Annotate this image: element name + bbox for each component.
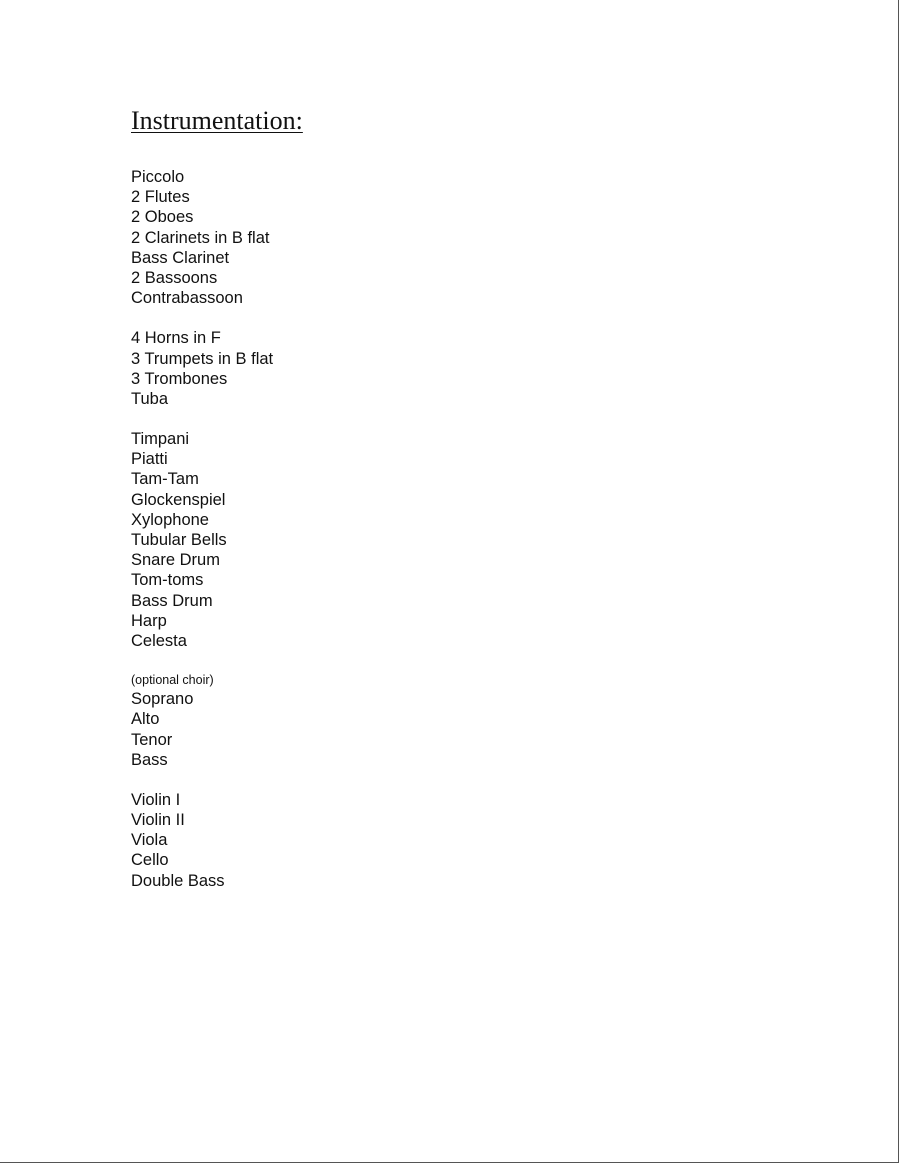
instrument-item: Contrabassoon — [131, 289, 243, 308]
instrument-item: 3 Trombones — [131, 369, 228, 388]
instrument-item: Violin I — [131, 790, 181, 809]
instrument-item: Violin II — [131, 811, 185, 830]
instrument-item: Soprano — [131, 690, 194, 709]
instrument-item: Timpani — [131, 430, 190, 449]
woodwinds-group — [131, 167, 631, 308]
instrument-item: Bass — [131, 750, 168, 769]
instrument-item: Snare Drum — [131, 551, 220, 570]
instrument-item: Bass Clarinet — [131, 248, 230, 267]
instrument-item: 2 Oboes — [131, 208, 194, 227]
instrument-item: Harp — [131, 611, 167, 630]
choir-group — [131, 671, 631, 770]
instrument-item: Viola — [131, 831, 168, 850]
brass-group — [131, 328, 631, 409]
instrument-item: 2 Bassoons — [131, 268, 218, 287]
instrument-item: 2 Flutes — [131, 188, 190, 207]
instrument-item: 2 Clarinets in B flat — [131, 228, 270, 247]
instrument-item: Bass Drum — [131, 591, 213, 610]
instrument-item: Double Bass — [131, 871, 225, 890]
instrument-item: Alto — [131, 710, 160, 729]
instrument-item: 4 Horns in F — [131, 329, 221, 348]
instrument-item: Piatti — [131, 450, 168, 469]
instrument-item: Tom-toms — [131, 571, 204, 590]
instrument-item: Piccolo — [131, 168, 185, 186]
instrument-item: Xylophone — [131, 510, 209, 529]
page-title: Instrumentation: — [131, 106, 303, 135]
percussion-group — [131, 429, 631, 651]
instrument-item: Tuba — [131, 389, 168, 408]
instrument-item: Tubular Bells — [131, 531, 227, 549]
choir-note: (optional choir) — [131, 673, 214, 688]
instrumentation-list — [131, 105, 631, 911]
instrument-item: Tenor — [131, 730, 173, 749]
instrument-item: Cello — [131, 851, 169, 870]
instrument-item: Celesta — [131, 631, 187, 650]
instrument-item: Glockenspiel — [131, 490, 226, 509]
instrument-item: Tam-Tam — [131, 470, 199, 489]
strings-group — [131, 790, 631, 891]
instrument-item: 3 Trumpets in B flat — [131, 349, 274, 368]
